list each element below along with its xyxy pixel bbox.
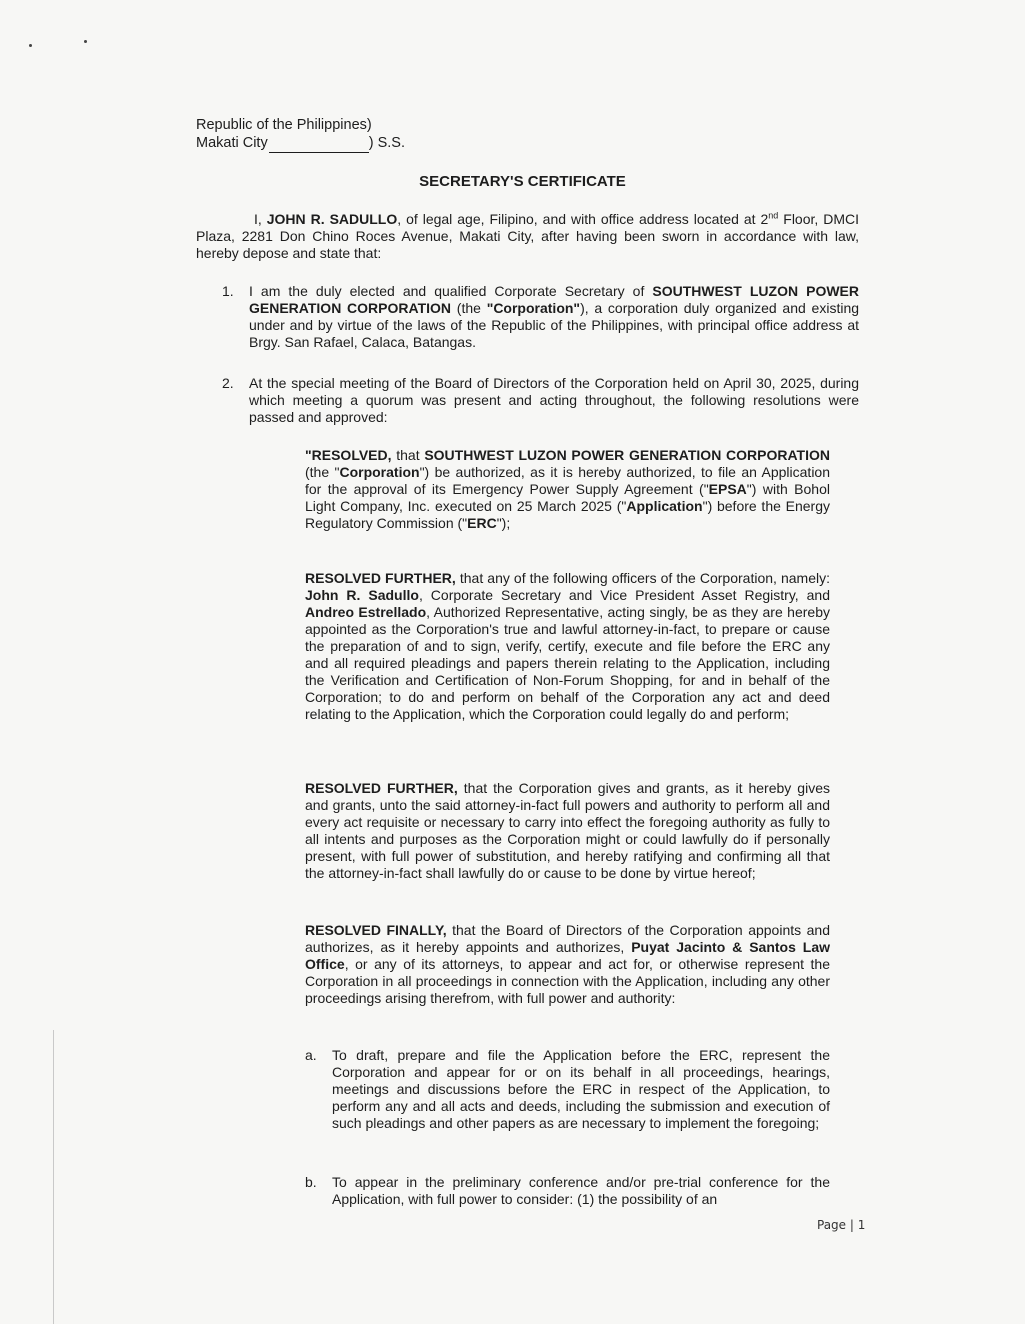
resolution-text: that any of the following officers of the Corporation, namely: [455, 570, 830, 586]
intro-text-end: Floor, DMCI Plaza, 2281 Don Chino Roces Avenue, Makati City, after having been sworn in accordance with law, hereby depose and state that: [196, 211, 860, 261]
venue-country: Republic of the Philippines) [196, 117, 372, 133]
resolution-text: , or any of its attorneys, to appear and act for, or otherwise represent the Corporation in all proceedings in connection with the Application, including any other proceedings arising therefrom, with full power and authority: [305, 956, 830, 1006]
affiant-name: JOHN R. SADULLO [266, 211, 398, 227]
item-text-part: (the [451, 300, 487, 316]
resolution-emphasis: EPSA [708, 481, 747, 497]
venue-caption [196, 116, 405, 153]
sub-item-letter: a. [305, 1047, 317, 1063]
sub-item-a [305, 1047, 830, 1132]
resolution-text: that the Corporation gives and grants, as it hereby gives and grants, unto the said attorney-in-fact full powers and authority to perform all and every act requisite or necessary to carry into effect the foregoing authority as fully to all intents and purposes as the Corporation might or could lawfully do if personally present, with full power of substitution, and hereby ratifying and confirming all that the attorney-in-fact shall lawfully do or cause to be done by virtue hereof; [305, 780, 830, 881]
corporation-defined-term: "Corporation" [486, 300, 581, 316]
resolution-text: ") be authorized, as it is hereby authorized, to file an Application for the approval of its Emergency Power Supply Agreement (" [305, 464, 830, 497]
resolution-emphasis: RESOLVED FURTHER, [305, 780, 458, 796]
intro-superscript: nd [768, 210, 779, 221]
resolution-emphasis: Application [626, 498, 703, 514]
scan-edge-line [53, 1030, 54, 1324]
venue-ss: ) S.S. [368, 135, 405, 151]
intro-lead: I, [254, 211, 267, 227]
item-text [249, 283, 859, 351]
item-text: At the special meeting of the Board of Directors of the Corporation held on April 30, 2025, during which meeting a quorum was present and acting throughout, the following resolutions were passed and approved: [249, 375, 859, 425]
resolution-text: , Authorized Representative, acting singly, be as they are hereby appointed as the Corporation's true and lawful attorney-in-fact, to prepare or cause the preparation of and to sign, verify, certify, execute and file before the ERC any and all required pleadings and papers therein relating to the Application, including the Verification and Certification of Non-Forum Shopping, for and in behalf of the Corporation; to do and perform on behalf of the Corporation any act and deed relating to the Application, which the Corporation could legally do and perform; [305, 604, 830, 722]
page-number: Page | 1 [817, 1218, 866, 1232]
resolution-text: "); [496, 515, 511, 531]
resolution-emphasis: Andreo Estrellado [305, 604, 427, 620]
resolution-emphasis: John R. Sadullo [305, 587, 419, 603]
intro-text: , of legal age, Filipino, and with office address located at 2 [397, 211, 769, 227]
document-title: SECRETARY'S CERTIFICATE [419, 173, 626, 190]
resolution-4 [305, 922, 830, 1007]
resolution-1 [305, 447, 830, 532]
numbered-item-1 [222, 283, 859, 351]
sub-item-text: To appear in the preliminary conference and/or pre-trial conference for the Application, with full power to consider: (1) the possibility of an [332, 1174, 830, 1207]
item-text-part: I am the duly elected and qualified Corporate Secretary of [249, 283, 653, 299]
item-number: 1. [222, 283, 234, 299]
sub-item-text: To draft, prepare and file the Application before the ERC, represent the Corporation and appear for or on its behalf in all proceedings, hearings, meetings and discussions before the ERC in respect of the Application, to perform any and all acts and deeds, including the submission and execution of such pleadings and other papers as are necessary to implement the foregoing; [332, 1047, 830, 1131]
scan-speck [84, 40, 87, 43]
resolution-text: that the Board of Directors of the Corporation appoints and authorizes, as it hereby appoints and authorizes, [305, 922, 830, 955]
intro-paragraph [196, 211, 859, 262]
resolution-2 [305, 570, 830, 723]
resolution-emphasis: "RESOLVED, [305, 447, 392, 463]
resolution-emphasis: ERC [467, 515, 497, 531]
corporation-name: SOUTHWEST LUZON POWER GENERATION CORPORATION [249, 283, 859, 316]
resolution-emphasis: RESOLVED FINALLY, [305, 922, 447, 938]
sub-item-b [305, 1174, 830, 1208]
item-number: 2. [222, 375, 234, 391]
resolution-emphasis: RESOLVED FURTHER, [305, 570, 456, 586]
venue-city-line [196, 134, 405, 153]
numbered-item-2 [222, 375, 859, 426]
resolution-text: (the " [305, 464, 340, 480]
venue-city: Makati City [196, 135, 268, 151]
resolution-emphasis: Puyat Jacinto & Santos Law Office [305, 939, 831, 972]
resolution-3 [305, 780, 830, 882]
resolution-emphasis: Corporation [339, 464, 420, 480]
resolution-text: ") with Bohol Light Company, Inc. executed on 25 March 2025 (" [305, 481, 830, 514]
sub-item-letter: b. [305, 1174, 317, 1190]
scan-speck [29, 44, 32, 47]
resolution-text: , Corporate Secretary and Vice President Asset Registry, and [418, 587, 831, 603]
venue-blank [269, 134, 369, 153]
resolution-emphasis: SOUTHWEST LUZON POWER GENERATION CORPORATION [424, 447, 830, 463]
resolution-text: that [391, 447, 425, 463]
resolution-text: ") before the Energy Regulatory Commission (" [305, 498, 830, 531]
item-text-part: ), a corporation duly organized and existing under and by virtue of the laws of the Republic of the Philippines, with principal office address at Brgy. San Rafael, Calaca, Batangas. [249, 300, 860, 350]
